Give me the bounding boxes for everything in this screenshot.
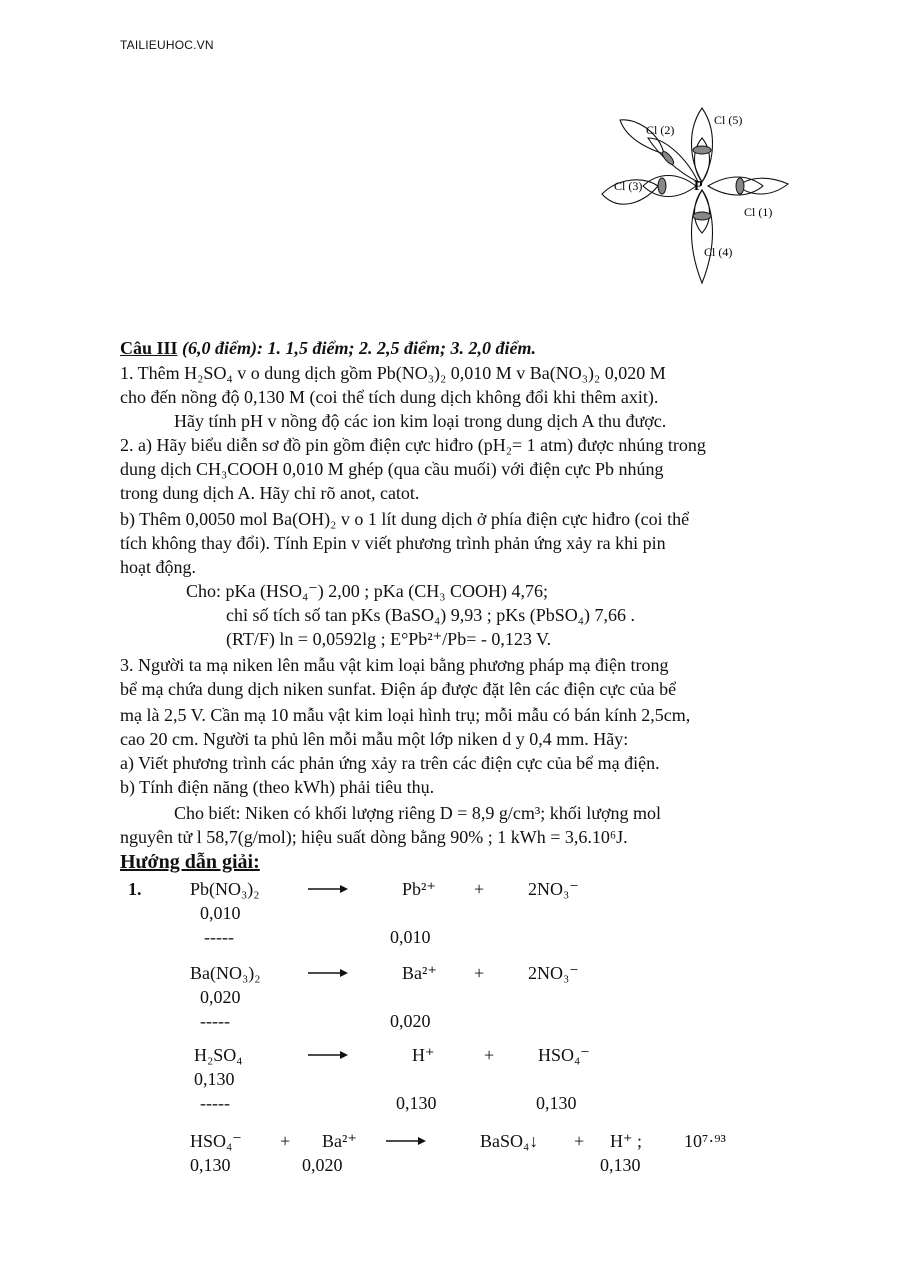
eq3-reactant-conc: 0,130 xyxy=(194,1069,235,1089)
eq4-equilibrium-constant: 10⁷·⁹³ xyxy=(684,1131,726,1151)
cl4-label: Cl (4) xyxy=(704,245,733,259)
eq4-plus-2: + xyxy=(574,1131,585,1151)
cl2-label: Cl (2) xyxy=(646,123,675,137)
question-line-13: 3. Người ta mạ niken lên mẫu vật kim loại bằng phương pháp mạ điện trong xyxy=(120,655,669,675)
question-line-5: dung dịch CH₃COOH 0,010 M ghép (qua cầu muối) với điện cực Pb nhúng xyxy=(120,459,664,479)
eq4-reactant-1: HSO₄⁻ xyxy=(190,1131,242,1151)
question-line-19: Cho biết: Niken có khối lượng riêng D = 8,9 g/cm³; khối lượng mol xyxy=(174,803,662,823)
eq1-reactant-conc: 0,010 xyxy=(200,903,241,923)
eq3-plus: + xyxy=(484,1045,495,1065)
eq2-product-1: Ba²⁺ xyxy=(402,963,437,983)
question-line-14: bể mạ chứa dung dịch niken sunfat. Điện áp được đặt lên các điện cực của bể xyxy=(120,679,677,699)
eq3-arrow-icon xyxy=(308,1050,348,1060)
eq1-plus: + xyxy=(474,879,485,899)
eq3-product-1-conc: 0,130 xyxy=(396,1093,437,1113)
eq2-product-conc: 0,020 xyxy=(390,1011,431,1031)
question-line-6: trong dung dịch A. Hãy chỉ rõ anot, catot. xyxy=(120,483,420,503)
question-line-9: hoạt động. xyxy=(120,557,196,577)
eq1-arrow-icon xyxy=(308,884,348,894)
eq2-plus: + xyxy=(474,963,485,983)
eq1-product-conc: 0,010 xyxy=(390,927,431,947)
eq3-product-2: HSO₄⁻ xyxy=(538,1045,590,1065)
given-line-2: chỉ số tích số tan pKs (BaSO₄) 9,93 ; pKs (PbSO₄) 7,66 . xyxy=(226,605,636,625)
site-header: TAILIEUHOC.VN xyxy=(120,38,214,52)
cl5-label: Cl (5) xyxy=(714,113,743,127)
question-line-2: cho đến nồng độ 0,130 M (coi thể tích dung dịch không đổi khi thêm axit). xyxy=(120,387,659,407)
cl3-label: Cl (3) xyxy=(614,179,643,193)
question-line-17: a) Viết phương trình các phản ứng xảy ra trên các điện cực của bể mạ điện. xyxy=(120,753,660,773)
eq3-reactant: H₂SO₄ xyxy=(194,1045,243,1065)
cl1-label: Cl (1) xyxy=(744,205,773,219)
question-line-16: cao 20 cm. Người ta phủ lên mỗi mẫu một lớp niken d y 0,4 mm. Hãy: xyxy=(120,729,629,749)
eq4-product-2: H⁺ ; xyxy=(610,1131,643,1151)
question-title: Câu III (6,0 điểm): 1. 1,5 điểm; 2. 2,5 điểm; 3. 2,0 điểm. xyxy=(120,338,536,358)
eq2-product-2: 2NO₃⁻ xyxy=(528,963,579,983)
pcl5-orbital-diagram xyxy=(598,98,798,298)
eq1-product-1: Pb²⁺ xyxy=(402,879,436,899)
question-line-3: Hãy tính pH v nồng độ các ion kim loại trong dung dịch A thu được. xyxy=(174,411,667,431)
eq4-reactant-2: Ba²⁺ xyxy=(322,1131,357,1151)
eq1-product-2: 2NO₃⁻ xyxy=(528,879,579,899)
given-line-3: (RT/F) ln = 0,0592lg ; E°Pb²⁺/Pb= - 0,123 V. xyxy=(226,629,552,649)
question-line-7: b) Thêm 0,0050 mol Ba(OH)₂ v o 1 lít dung dịch ở phía điện cực hiđro (coi thể xyxy=(120,509,690,529)
eq1-reactant: Pb(NO₃)₂ xyxy=(190,879,260,899)
question-line-4: 2. a) Hãy biểu diễn sơ đồ pin gồm điện cực hiđro (pH₂= 1 atm) được nhúng trong xyxy=(120,435,706,455)
question-line-15: mạ là 2,5 V. Cần mạ 10 mẫu vật kim loại hình trụ; mỗi mẫu có bán kính 2,5cm, xyxy=(120,705,691,725)
question-line-18: b) Tính điện năng (theo kWh) phải tiêu thụ. xyxy=(120,777,435,797)
question-line-1: 1. Thêm H₂SO₄ v o dung dịch gồm Pb(NO₃)₂ 0,010 M v Ba(NO₃)₂ 0,020 M xyxy=(120,363,666,383)
eq2-dash: ----- xyxy=(200,1011,230,1031)
question-line-8: tích không thay đổi). Tính Epin v viết phương trình phản ứng xảy ra khi pin xyxy=(120,533,666,553)
solution-heading: Hướng dẫn giải: xyxy=(120,851,260,873)
eq4-reactant-2-conc: 0,020 xyxy=(302,1155,343,1175)
eq4-plus-1: + xyxy=(280,1131,291,1151)
given-line-1: Cho: pKa (HSO₄⁻) 2,00 ; pKa (CH₃ COOH) 4,76; xyxy=(186,581,549,601)
eq1-dash: ----- xyxy=(204,927,234,947)
eq3-product-2-conc: 0,130 xyxy=(536,1093,577,1113)
eq4-arrow-icon xyxy=(386,1136,426,1146)
eq3-product-1: H⁺ xyxy=(412,1045,435,1065)
eq4-reactant-1-conc: 0,130 xyxy=(190,1155,231,1175)
solution-number: 1. xyxy=(128,879,142,899)
center-atom-label: P xyxy=(694,179,703,194)
eq2-reactant-conc: 0,020 xyxy=(200,987,241,1007)
eq2-arrow-icon xyxy=(308,968,348,978)
eq3-dash: ----- xyxy=(200,1093,230,1113)
eq2-reactant: Ba(NO₃)₂ xyxy=(190,963,261,983)
question-line-20: nguyên tử l 58,7(g/mol); hiệu suất dòng bằng 90% ; 1 kWh = 3,6.10⁶J. xyxy=(120,827,628,847)
eq4-product-1: BaSO₄↓ xyxy=(480,1131,539,1151)
eq4-product-2-conc: 0,130 xyxy=(600,1155,641,1175)
